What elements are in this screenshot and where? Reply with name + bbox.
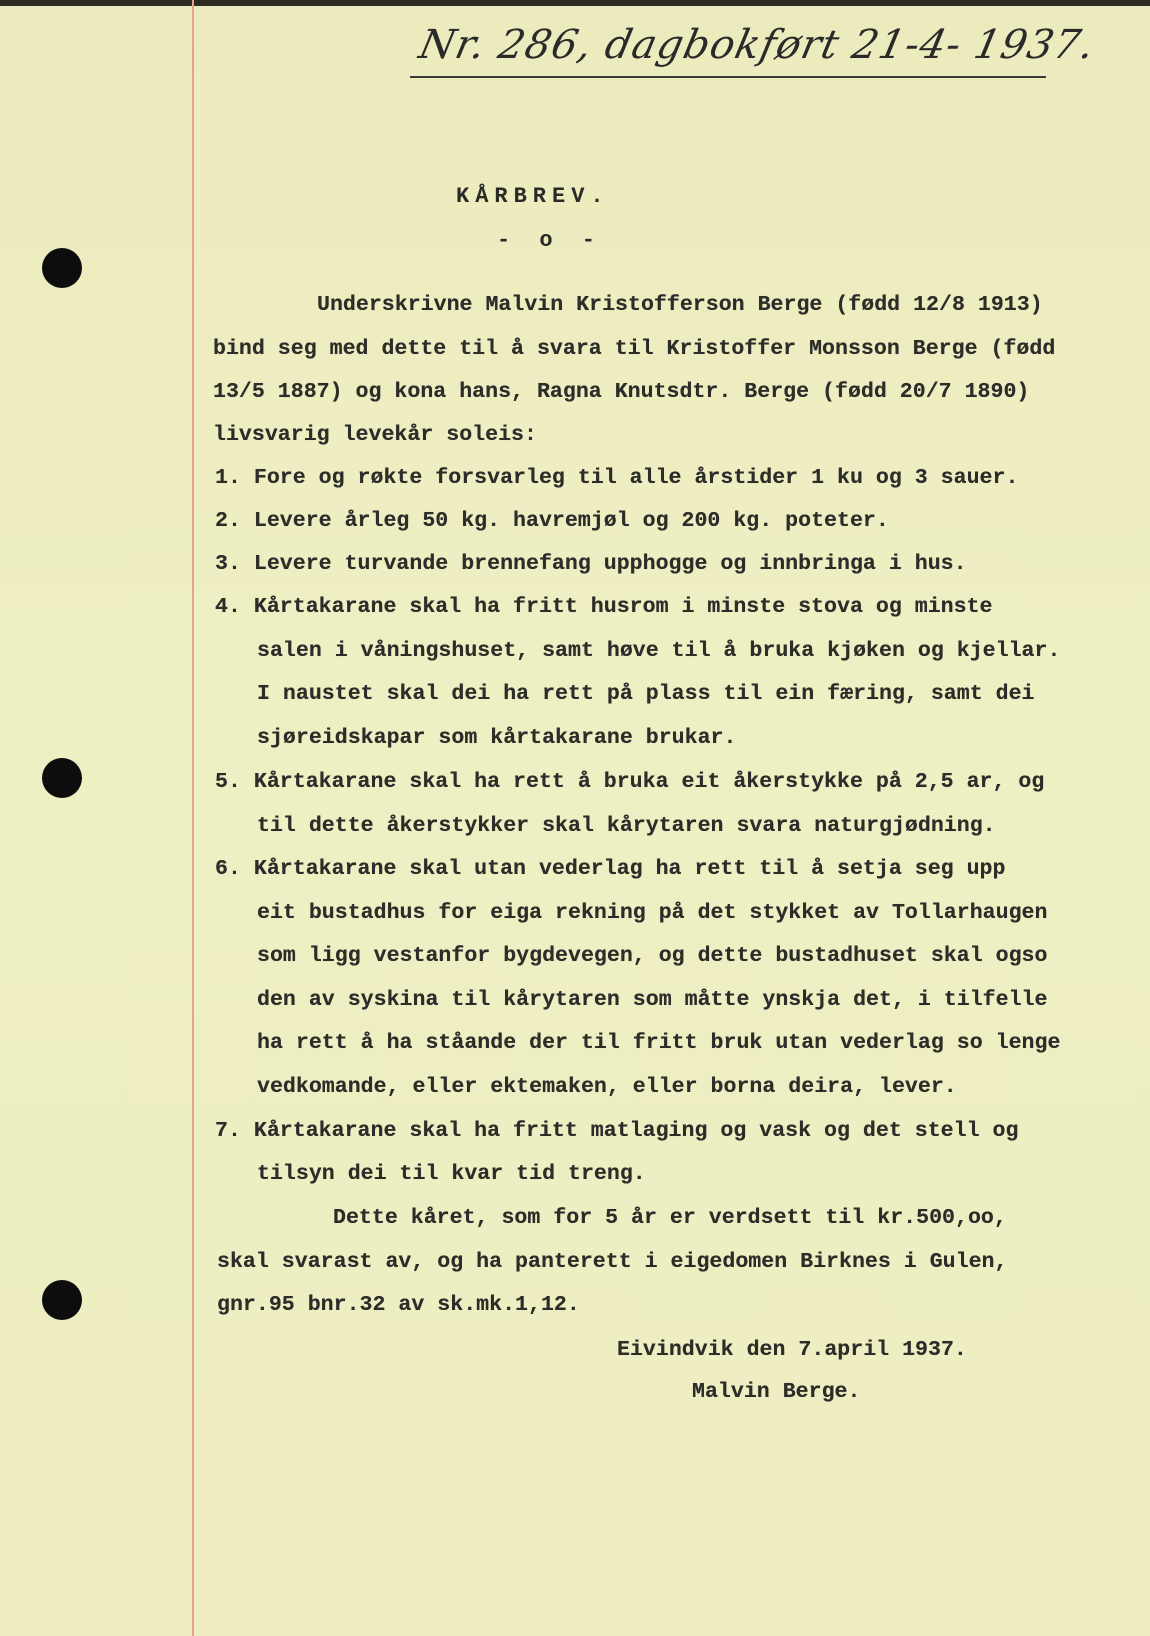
handwritten-registration-note: Nr. 286, dagbokført 21-4- 1937. [415,22,1100,68]
list-item-6-cont: som ligg vestanfor bygdevegen, og dette bustadhuset skal ogso [257,944,1048,968]
list-item-1: 1. Fore og røkte forsvarleg til alle årstider 1 ku og 3 sauer. [215,466,1019,490]
list-item-6-cont: ha rett å ha ståande der til fritt bruk utan vederlag so lenge [257,1031,1061,1055]
list-item-6-cont: den av syskina til kårytaren som måtte ynskja det, i tilfelle [257,988,1048,1012]
paragraph-line: bind seg med dette til å svara til Kristoffer Monsson Berge (fødd [213,337,1056,361]
paragraph-line: skal svarast av, og ha panterett i eigedomen Birknes i Gulen, [217,1250,1008,1274]
paragraph-line: Underskrivne Malvin Kristofferson Berge (fødd 12/8 1913) [317,293,1043,317]
list-item-7: 7. Kårtakarane skal ha fritt matlaging og vask og det stell og [215,1119,1019,1143]
list-item-3: 3. Levere turvande brennefang upphogge og innbringa i hus. [215,552,967,576]
list-item-6: 6. Kårtakarane skal utan vederlag ha rett til å setja seg upp [215,857,1006,881]
handwritten-underline [410,76,1046,78]
paragraph-line: gnr.95 bnr.32 av sk.mk.1,12. [217,1293,580,1317]
list-item-6-cont: vedkomande, eller ektemaken, eller borna deira, lever. [257,1075,957,1099]
punch-hole [42,248,82,288]
paragraph-line: 13/5 1887) og kona hans, Ragna Knutsdtr. Berge (fødd 20/7 1890) [213,380,1030,404]
place-date: Eivindvik den 7.april 1937. [617,1338,967,1362]
paragraph-line: Dette kåret, som for 5 år er verdsett til kr.500,oo, [333,1206,1007,1230]
title-separator: - o - [497,228,604,253]
red-margin-line [192,0,194,1636]
list-item-2: 2. Levere årleg 50 kg. havremjøl og 200 kg. poteter. [215,509,889,533]
list-item-4-cont: salen i våningshuset, samt høve til å bruka kjøken og kjellar. [257,639,1061,663]
list-item-4: 4. Kårtakarane skal ha fritt husrom i minste stova og minste [215,595,993,619]
list-item-4-cont: I naustet skal dei ha rett på plass til ein færing, samt dei [257,682,1035,706]
list-item-7-cont: tilsyn dei til kvar tid treng. [257,1162,646,1186]
punch-hole [42,758,82,798]
list-item-6-cont: eit bustadhus for eiga rekning på det stykket av Tollarhaugen [257,901,1048,925]
list-item-5: 5. Kårtakarane skal ha rett å bruka eit åkerstykke på 2,5 ar, og [215,770,1045,794]
list-item-5-cont: til dette åkerstykker skal kårytaren svara naturgjødning. [257,814,996,838]
punch-hole [42,1280,82,1320]
list-item-4-cont: sjøreidskapar som kårtakarane brukar. [257,726,737,750]
paragraph-line: livsvarig levekår soleis: [213,423,537,447]
scan-top-edge [0,0,1150,6]
document-title: KÅRBREV. [456,184,610,209]
signature-name: Malvin Berge. [692,1380,861,1404]
